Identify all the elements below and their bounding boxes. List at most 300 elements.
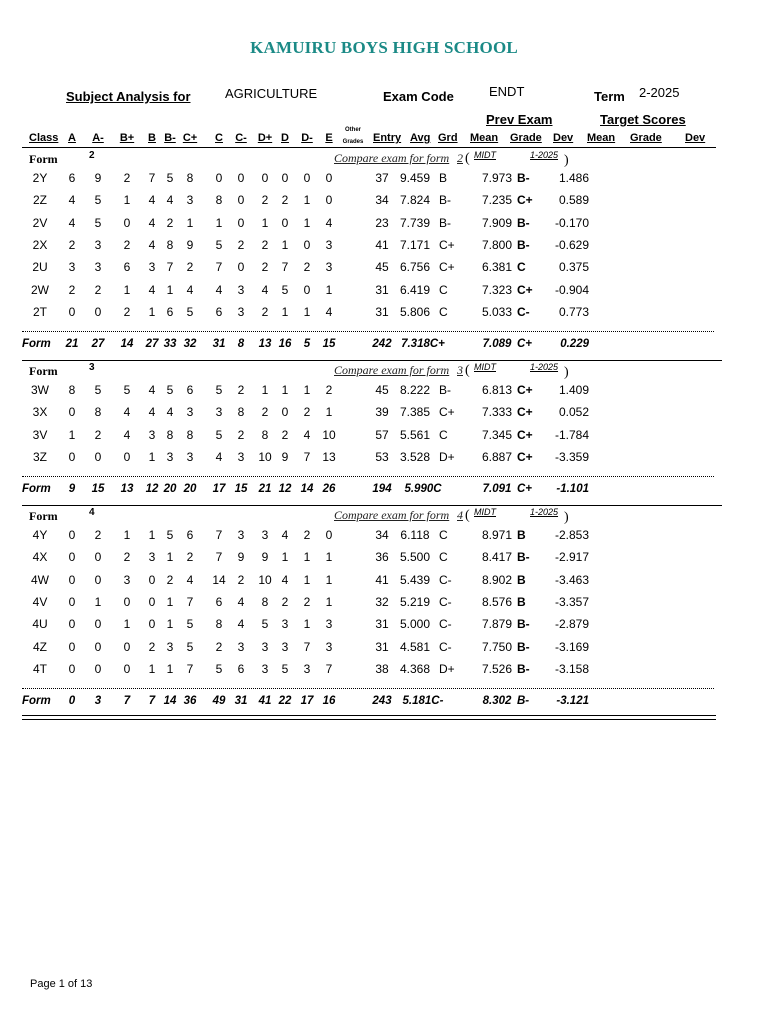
grade-count: 0 xyxy=(303,171,311,185)
grade-count: 4 xyxy=(215,282,223,297)
table-row xyxy=(0,171,768,191)
total-label: Form xyxy=(22,695,51,708)
grade-count: 3 xyxy=(94,237,102,252)
table-row xyxy=(0,193,768,213)
grade-count: 1 xyxy=(148,528,156,542)
grade-count: 2 xyxy=(123,171,131,185)
grade-count: 4 xyxy=(148,215,156,230)
prev-mean: 7.879 xyxy=(481,617,513,632)
grade-count: 3 xyxy=(261,661,269,676)
grade-count: 0 xyxy=(148,617,156,632)
grade-count: 0 xyxy=(325,528,333,542)
avg-score: 5.439 xyxy=(399,572,431,587)
prev-mean: 7.323 xyxy=(481,282,513,297)
grade-count: 2 xyxy=(68,237,76,252)
compare-open-paren: ( xyxy=(465,151,470,166)
grade-count: 2 xyxy=(261,237,269,252)
prev-mean: 8.902 xyxy=(481,572,513,587)
grade-count: 0 xyxy=(94,304,102,319)
grade-count: 6 xyxy=(166,304,174,319)
grade-count: 7 xyxy=(303,639,311,654)
grade-count: 4 xyxy=(148,282,156,297)
entry-count: 34 xyxy=(375,528,389,542)
col-avg: Avg xyxy=(410,132,431,144)
grade-count: 1 xyxy=(166,617,174,632)
avg-score: 6.118 xyxy=(400,528,430,542)
class-name: 2T xyxy=(32,304,47,319)
prev-mean: 6.381 xyxy=(481,260,513,275)
total-grade-count: 17 xyxy=(212,483,226,496)
grade-count: 0 xyxy=(68,639,76,654)
grade-count: 5 xyxy=(281,661,289,676)
prev-mean: 7.909 xyxy=(481,215,513,230)
avg-score: 7.824 xyxy=(399,193,431,208)
grade-count: 2 xyxy=(166,215,174,230)
entry-count: 36 xyxy=(375,550,389,565)
grade-count: 4 xyxy=(281,528,289,542)
prev-dev: -1.784 xyxy=(554,427,589,442)
entry-count: 31 xyxy=(375,639,389,654)
table-row xyxy=(0,595,768,615)
grade-count: 2 xyxy=(237,572,245,587)
compare-exam-code: MIDT xyxy=(474,507,496,517)
grade-count: 2 xyxy=(261,405,269,420)
grade-count: 5 xyxy=(94,383,102,397)
prev-grade: C+ xyxy=(517,449,533,464)
grade-count: 0 xyxy=(123,449,131,464)
bottom-rule-1 xyxy=(22,715,716,716)
grade-count: 7 xyxy=(303,449,311,464)
total-prev-mean: 7.089 xyxy=(482,338,512,351)
prev-mean: 7.333 xyxy=(481,405,513,420)
prev-dev: 0.773 xyxy=(558,304,589,319)
prev-grade: B xyxy=(517,594,526,609)
grade-count: 1 xyxy=(281,383,289,397)
grade-count: 8 xyxy=(261,427,269,442)
avg-grade: C xyxy=(439,528,448,542)
grade-count: 5 xyxy=(166,383,174,397)
grade-count: 0 xyxy=(68,617,76,632)
prev-dev: -2.879 xyxy=(554,617,589,632)
form-number: 4 xyxy=(89,507,95,518)
grade-count: 0 xyxy=(68,449,76,464)
prev-mean: 7.345 xyxy=(481,427,513,442)
grade-count: 3 xyxy=(237,528,245,542)
entry-count: 31 xyxy=(375,617,389,632)
total-grade-count: 36 xyxy=(183,695,197,708)
avg-grade: C+ xyxy=(439,237,455,252)
grade-count: 10 xyxy=(258,449,272,464)
total-grade-count: 32 xyxy=(183,338,197,351)
prev-dev: -2.853 xyxy=(554,528,589,542)
table-row xyxy=(0,405,768,425)
grade-count: 1 xyxy=(215,215,223,230)
grade-count: 2 xyxy=(237,383,245,397)
compare-exam-term: 1-2025 xyxy=(530,362,559,372)
prev-mean: 7.526 xyxy=(481,661,513,676)
grade-count: 5 xyxy=(94,215,102,230)
avg-grade: C+ xyxy=(439,405,455,420)
class-name: 4T xyxy=(32,661,47,676)
grade-count: 4 xyxy=(281,572,289,587)
grade-count: 5 xyxy=(166,528,174,542)
total-prev-mean: 7.091 xyxy=(482,483,512,496)
grade-count: 4 xyxy=(148,383,156,397)
grade-count: 8 xyxy=(215,617,223,632)
grade-count: 2 xyxy=(186,550,194,565)
grade-count: 4 xyxy=(186,572,194,587)
avg-score: 5.561 xyxy=(399,427,431,442)
grade-count: 2 xyxy=(303,260,311,275)
grade-count: 9 xyxy=(261,550,269,565)
prev-exam-label: Prev Exam xyxy=(486,112,553,127)
grade-count: 0 xyxy=(68,304,76,319)
col-other-2: Grades xyxy=(342,139,364,145)
grade-count: 5 xyxy=(123,383,131,397)
prev-dev: 0.052 xyxy=(558,405,589,420)
col-entry: Entry xyxy=(373,132,402,144)
target-scores-label: Target Scores xyxy=(600,112,686,127)
grade-count: 1 xyxy=(123,617,131,632)
total-grade-count: 12 xyxy=(145,483,159,496)
total-prev-dev: -3.121 xyxy=(556,695,589,708)
grade-count: 6 xyxy=(68,171,76,185)
grade-count: 1 xyxy=(303,617,311,632)
compare-exam-code: MIDT xyxy=(474,150,496,160)
entry-count: 31 xyxy=(375,304,389,319)
grade-count: 0 xyxy=(68,661,76,676)
prev-grade: B xyxy=(517,572,526,587)
grade-count: 5 xyxy=(281,282,289,297)
grade-count: 3 xyxy=(148,427,156,442)
grade-count: 2 xyxy=(123,550,131,565)
grade-count: 0 xyxy=(303,237,311,252)
class-name: 4V xyxy=(32,594,48,609)
grade-count: 2 xyxy=(215,639,223,654)
class-name: 2V xyxy=(32,215,48,230)
col-grade-d: D xyxy=(281,132,289,144)
grade-count: 5 xyxy=(215,427,223,442)
form-label: Form xyxy=(29,509,58,523)
total-grade-count: 41 xyxy=(258,695,272,708)
total-prev-dev: 0.229 xyxy=(560,338,589,351)
class-name: 2Y xyxy=(32,171,48,185)
grade-count: 5 xyxy=(215,661,223,676)
grade-count: 8 xyxy=(166,427,174,442)
total-grade-count: 16 xyxy=(322,695,336,708)
total-grade-count: 15 xyxy=(91,483,105,496)
prev-grade: C+ xyxy=(517,193,533,208)
col-target-mean: Mean xyxy=(587,132,616,144)
col-grade-cp: C+ xyxy=(182,132,198,144)
grade-count: 4 xyxy=(148,405,156,420)
grade-count: 9 xyxy=(94,171,102,185)
col-grd: Grd xyxy=(438,132,458,144)
prev-grade: C xyxy=(517,260,526,275)
grade-count: 0 xyxy=(237,193,245,208)
grade-count: 3 xyxy=(237,282,245,297)
grade-count: 3 xyxy=(166,449,174,464)
grade-count: 2 xyxy=(281,427,289,442)
prev-grade: B- xyxy=(517,215,530,230)
grade-count: 4 xyxy=(166,193,174,208)
prev-mean: 8.417 xyxy=(481,550,513,565)
grade-count: 0 xyxy=(148,572,156,587)
compare-exam-code: MIDT xyxy=(474,362,496,372)
avg-grade: B xyxy=(439,171,448,185)
avg-score: 5.806 xyxy=(399,304,431,319)
grade-count: 7 xyxy=(166,260,174,275)
avg-grade: C- xyxy=(439,617,452,632)
grade-count: 1 xyxy=(325,282,333,297)
avg-score: 5.000 xyxy=(399,617,431,632)
grade-count: 0 xyxy=(68,594,76,609)
grade-count: 3 xyxy=(325,617,333,632)
grade-count: 3 xyxy=(261,639,269,654)
grade-count: 0 xyxy=(94,661,102,676)
avg-grade: C- xyxy=(439,639,452,654)
prev-mean: 7.235 xyxy=(481,193,513,208)
col-grade-a: A xyxy=(68,132,76,144)
total-avg: 5.990C xyxy=(404,483,442,496)
grade-count: 0 xyxy=(123,594,131,609)
grade-count: 4 xyxy=(261,282,269,297)
table-row xyxy=(0,617,768,637)
school-name: KAMUIRU BOYS HIGH SCHOOL xyxy=(250,38,518,57)
grade-count: 1 xyxy=(166,550,174,565)
grade-count: 5 xyxy=(186,304,194,319)
table-row xyxy=(0,450,768,470)
prev-grade: C+ xyxy=(517,282,533,297)
compare-open-paren: ( xyxy=(465,363,470,378)
col-other-1: Other xyxy=(344,127,361,133)
entry-count: 37 xyxy=(375,171,389,185)
total-grade-count: 20 xyxy=(183,483,197,496)
total-prev-grade: C+ xyxy=(517,338,533,351)
prev-dev: -0.629 xyxy=(554,237,589,252)
exam-code-label: Exam Code xyxy=(383,89,454,104)
col-prev-dev: Dev xyxy=(553,132,574,144)
grade-count: 1 xyxy=(123,528,131,542)
grade-count: 2 xyxy=(261,260,269,275)
grade-count: 1 xyxy=(148,449,156,464)
total-entry: 194 xyxy=(372,483,392,496)
grade-count: 0 xyxy=(261,171,269,185)
grade-count: 2 xyxy=(261,193,269,208)
compare-form-number: 4 xyxy=(457,508,463,522)
grade-count: 3 xyxy=(281,617,289,632)
grade-count: 1 xyxy=(303,215,311,230)
col-grade-c: C xyxy=(215,132,223,144)
grade-count: 8 xyxy=(166,237,174,252)
prev-dev: -3.357 xyxy=(554,594,589,609)
entry-count: 41 xyxy=(375,572,389,587)
compare-close-paren: ) xyxy=(564,365,569,380)
grade-count: 1 xyxy=(261,383,269,397)
grade-count: 1 xyxy=(325,572,333,587)
compare-exam-term: 1-2025 xyxy=(530,507,559,517)
grade-count: 4 xyxy=(325,215,333,230)
grade-count: 14 xyxy=(212,572,226,587)
prev-grade: C+ xyxy=(517,405,533,420)
grade-count: 3 xyxy=(281,639,289,654)
grade-count: 1 xyxy=(261,215,269,230)
avg-grade: C xyxy=(439,550,448,565)
grade-count: 3 xyxy=(186,405,194,420)
grade-count: 2 xyxy=(94,427,102,442)
grade-count: 8 xyxy=(94,405,102,420)
grade-count: 4 xyxy=(68,215,76,230)
avg-score: 7.739 xyxy=(399,215,431,230)
avg-grade: B- xyxy=(439,193,451,208)
grade-count: 7 xyxy=(325,661,333,676)
total-grade-count: 21 xyxy=(65,338,79,351)
grade-count: 3 xyxy=(186,193,194,208)
grade-count: 8 xyxy=(215,193,223,208)
grade-count: 4 xyxy=(325,304,333,319)
grade-count: 1 xyxy=(303,550,311,565)
grade-count: 2 xyxy=(303,405,311,420)
term-label: Term xyxy=(594,89,625,104)
table-row xyxy=(0,573,768,593)
entry-count: 23 xyxy=(375,215,389,230)
avg-score: 6.756 xyxy=(399,260,431,275)
grade-count: 8 xyxy=(68,383,76,397)
grade-count: 0 xyxy=(215,171,223,185)
subject-analysis-label: Subject Analysis for xyxy=(66,89,191,104)
grade-count: 3 xyxy=(68,260,76,275)
grade-count: 3 xyxy=(186,449,194,464)
total-grade-count: 17 xyxy=(300,695,314,708)
class-name: 4W xyxy=(31,572,49,587)
dotted-divider xyxy=(22,331,714,332)
grade-count: 3 xyxy=(148,550,156,565)
grade-count: 6 xyxy=(123,260,131,275)
grade-count: 9 xyxy=(281,449,289,464)
grade-count: 9 xyxy=(237,550,245,565)
col-target-dev: Dev xyxy=(685,132,706,144)
grade-count: 4 xyxy=(68,193,76,208)
grade-count: 2 xyxy=(237,427,245,442)
total-grade-count: 31 xyxy=(212,338,226,351)
prev-grade: B- xyxy=(517,237,530,252)
table-row xyxy=(0,662,768,682)
header-rule xyxy=(22,147,716,148)
total-label: Form xyxy=(22,338,51,351)
total-grade-count: 26 xyxy=(322,483,336,496)
grade-count: 1 xyxy=(303,304,311,319)
compare-form-number: 2 xyxy=(457,151,463,165)
grade-count: 6 xyxy=(237,661,245,676)
grade-count: 3 xyxy=(325,260,333,275)
grade-count: 10 xyxy=(322,427,336,442)
class-name: 2U xyxy=(32,260,48,275)
grade-count: 1 xyxy=(281,237,289,252)
form-label: Form xyxy=(29,364,58,378)
grade-count: 4 xyxy=(148,237,156,252)
col-grade-cm: C- xyxy=(235,132,247,144)
grade-count: 0 xyxy=(237,260,245,275)
entry-count: 38 xyxy=(375,661,389,676)
grade-count: 4 xyxy=(123,405,131,420)
total-grade-count: 27 xyxy=(91,338,105,351)
prev-mean: 7.750 xyxy=(481,639,513,654)
grade-count: 2 xyxy=(123,304,131,319)
grade-count: 7 xyxy=(215,550,223,565)
total-grade-count: 12 xyxy=(278,483,292,496)
grade-count: 6 xyxy=(186,383,194,397)
class-name: 2W xyxy=(31,282,49,297)
avg-score: 9.459 xyxy=(399,171,431,185)
grade-count: 2 xyxy=(237,237,245,252)
col-grade-b: B xyxy=(148,132,156,144)
class-name: 2X xyxy=(32,237,48,252)
grade-count: 3 xyxy=(148,260,156,275)
total-grade-count: 20 xyxy=(163,483,177,496)
total-grade-count: 7 xyxy=(148,695,156,708)
grade-count: 6 xyxy=(215,594,223,609)
grade-count: 5 xyxy=(215,237,223,252)
col-grade-dp: D+ xyxy=(257,132,273,144)
grade-count: 0 xyxy=(94,617,102,632)
grade-count: 1 xyxy=(68,427,76,442)
total-grade-count: 14 xyxy=(163,695,177,708)
grade-count: 4 xyxy=(237,617,245,632)
prev-mean: 6.813 xyxy=(481,383,513,397)
grade-count: 2 xyxy=(281,594,289,609)
table-row xyxy=(0,550,768,570)
total-label: Form xyxy=(22,483,51,496)
grade-count: 6 xyxy=(215,304,223,319)
table-row xyxy=(0,383,768,403)
grade-count: 4 xyxy=(215,449,223,464)
grade-count: 0 xyxy=(123,639,131,654)
section-rule xyxy=(22,360,722,361)
prev-mean: 8.971 xyxy=(481,528,513,542)
grade-count: 0 xyxy=(123,215,131,230)
prev-dev: -0.904 xyxy=(554,282,589,297)
form-number: 2 xyxy=(89,150,95,161)
grade-count: 1 xyxy=(94,594,102,609)
grade-count: 0 xyxy=(68,572,76,587)
avg-grade: C xyxy=(439,282,448,297)
prev-dev: 0.375 xyxy=(558,260,589,275)
grade-count: 4 xyxy=(303,427,311,442)
grade-count: 1 xyxy=(281,550,289,565)
grade-count: 1 xyxy=(186,215,194,230)
compare-close-paren: ) xyxy=(564,510,569,525)
grade-count: 6 xyxy=(186,528,194,542)
avg-grade: B- xyxy=(439,215,451,230)
grade-count: 7 xyxy=(281,260,289,275)
total-grade-count: 22 xyxy=(278,695,292,708)
compare-open-paren: ( xyxy=(465,508,470,523)
prev-grade: B- xyxy=(517,171,530,185)
grade-count: 2 xyxy=(123,237,131,252)
prev-mean: 7.973 xyxy=(481,171,513,185)
grade-count: 2 xyxy=(303,528,311,542)
grade-count: 1 xyxy=(303,193,311,208)
grade-count: 4 xyxy=(166,405,174,420)
form-label: Form xyxy=(29,152,58,166)
form-total-row xyxy=(0,338,768,358)
total-grade-count: 0 xyxy=(68,695,76,708)
class-name: 4U xyxy=(32,617,48,632)
term-value: 2-2025 xyxy=(639,85,680,100)
avg-grade: C- xyxy=(439,572,452,587)
grade-count: 9 xyxy=(186,237,194,252)
grade-count: 5 xyxy=(166,171,174,185)
